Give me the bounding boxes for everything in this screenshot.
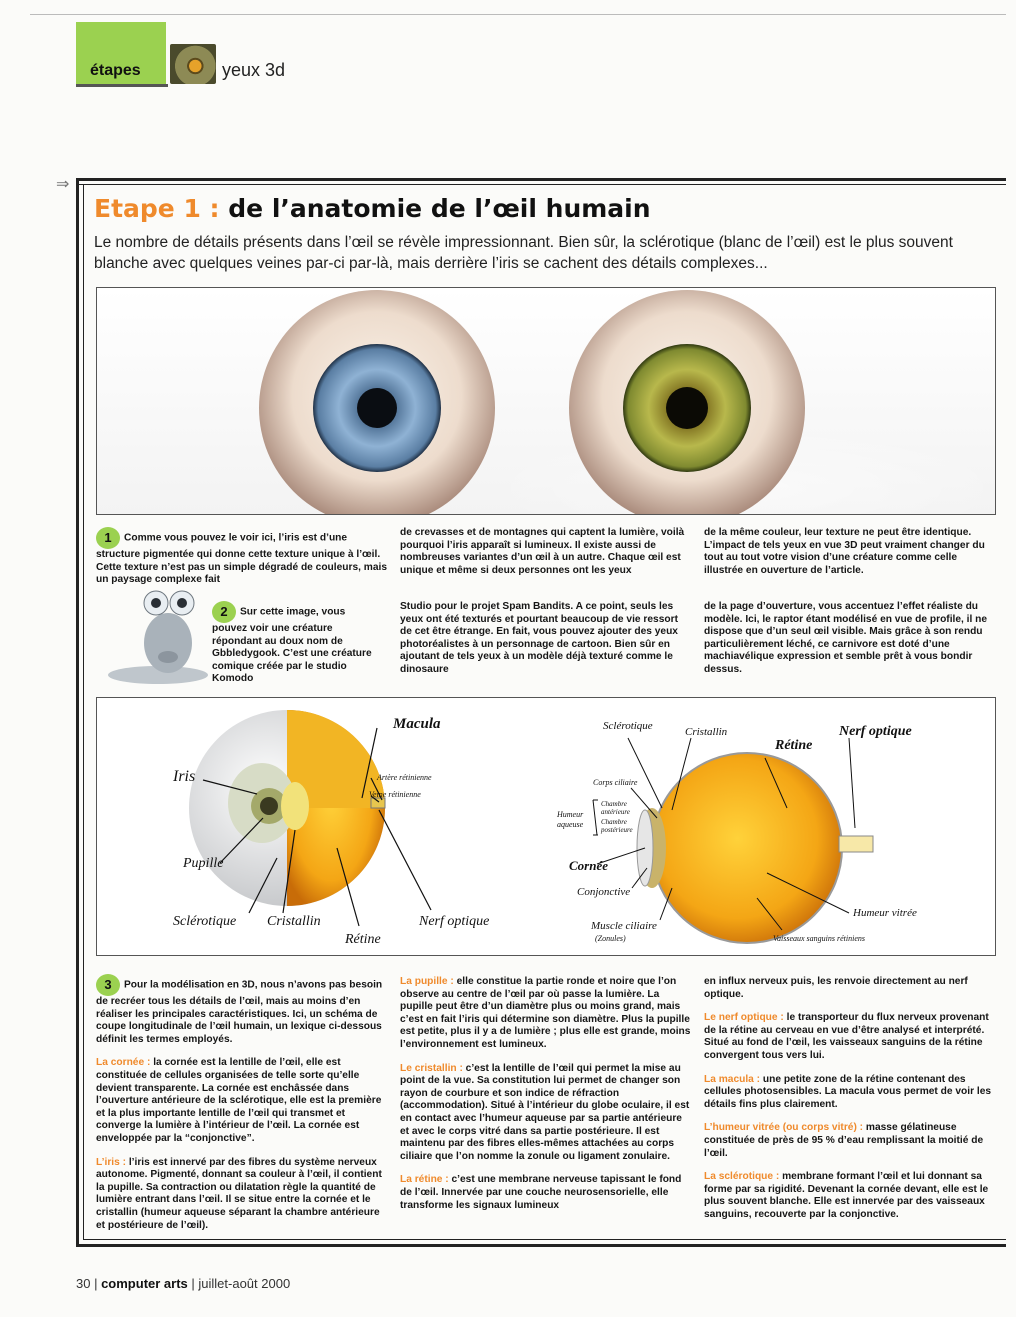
page-title — [94, 194, 651, 223]
creature-illustration — [98, 585, 208, 685]
def-sclerotique: membrane formant l’œil et lui donnant sa forme par sa rigidité. Devenant la cornée devant, elle est le plus souvent blanche. Elle est innervée par des vaisseaux sanguins, recouverte par la conjonctive. — [704, 1171, 989, 1220]
label-chambre-post-2: postérieure — [601, 826, 633, 834]
frame-rule — [76, 178, 79, 1246]
label-nerf-optique: Nerf optique — [419, 914, 490, 929]
label-cristallin-r: Cristallin — [685, 726, 728, 738]
section-name: yeux 3d — [222, 60, 286, 80]
label-iris: Iris — [173, 768, 196, 785]
eyes-image — [97, 288, 995, 514]
def-macula: une petite zone de la rétine contenant des cellules photosensibles. La macula vous permet de voir les détails fins plus clairement. — [704, 1073, 992, 1110]
def-pupille: elle constitue la partie ronde et noire que l’on observe au centre de l’œil par où passe la lumière. La pupille peut être d’un diamètre plus ou moins grand, mais c’est en fait l’iris qui détermine son diamètre. Plus la pupille est petite, plus il y a de lumière ; plus elle est grande, moins l’environnement est lumineux. — [400, 976, 691, 1050]
label-chambre-ant-2: antérieure — [601, 808, 630, 816]
frame-rule — [83, 184, 84, 1240]
def-cornee: la cornée est la lentille de l’œil, elle est constituée de cellules organisées de telle sorte qu’elle devient transparente. La cornée est enchâssée dans l’ouverture antérieure de la sclérotique, elle est la première et la plus importante lentille de l’œil qui transmet et converge la lumière à l’intérieur de l’œil. La cornée est enveloppée par la “conjonctive”. — [96, 1057, 382, 1144]
label-nerf-optique-r: Nerf optique — [839, 724, 912, 739]
term-macula: La macula : — [704, 1073, 761, 1085]
term-cornee: La cornée : — [96, 1057, 151, 1069]
frame-rule — [76, 1244, 1006, 1247]
def-retine: c’est une membrane nerveuse tapissant le fond de l’œil. Innervée par une couche neurosensorielle, elle transforme les signaux lumineux — [400, 1174, 682, 1211]
body-col-2 — [400, 976, 692, 1212]
def-iris: l’iris est innervé par des fibres du système nerveux autonome. Pigmenté, donnant sa couleur à l’œil, il contient la pupille. Sa contraction ou dilatation règle la quantité de lumière entrant dans l’œil. Il se situe entre la cornée et le cristallin (humeur aqueuse séparant la chambre antérieure et postérieure de l’œil). — [96, 1156, 382, 1231]
caption-6 — [704, 601, 996, 677]
term-nerf: Le nerf optique : — [704, 1012, 784, 1024]
step-badge: 2 — [212, 601, 236, 623]
caption-4-text: Sur cette image, vous pouvez voir une créature répondant au doux nom de Gbbledygook. C’est une créature comique créée par le studio Komodo — [212, 606, 372, 685]
issue-date: juillet-août 2000 — [198, 1276, 291, 1291]
lizard-eye-icon — [170, 44, 216, 84]
label-retine-r: Rétine — [775, 738, 813, 753]
label-artere: Artère rétinienne — [377, 773, 432, 782]
label-macula: Macula — [393, 716, 441, 732]
label-pupille: Pupille — [183, 856, 224, 871]
top-rule — [30, 14, 1006, 15]
caption-6-text: de la page d’ouverture, vous accentuez l’effet réaliste du modèle. Ici, le raptor étant modélisé en vue de profile, il ne dispose que d’un seul œil visible. Mais grâce à son rendu particulièrement léché, ce carnivore est doté d’une machiavélique expression et semble prêt à vous bondir dessus. — [704, 601, 988, 675]
frame-rule — [84, 1239, 1006, 1240]
body-col-1 — [96, 974, 388, 1232]
step3-text: Pour la modélisation en 3D, nous n’avons pas besoin de recréer tous les détails de l’œil, mais au moins d’en réaliser les principales caractéristiques. Ici, un schéma de coupe longitudinale de l’œil humain, un lexique ci-dessous définit les termes employés. — [96, 979, 383, 1045]
step-badge: 1 — [96, 527, 120, 549]
caption-3-text: de la même couleur, leur texture ne peut être identique. L’impact de tels yeux en vue 3D peut vraiment changer du tout au tout votre vision d’une créature comme celle illustrée en ouverture de l’article. — [704, 527, 985, 576]
label-corps-ciliaire: Corps ciliaire — [593, 778, 638, 787]
caption-1-text: Comme vous pouvez le voir ici, l’iris est d’une structure pigmentée qui donne cette texture unique à l’œil. Cette texture n’est pas un simple dégradé de couleurs, mais un paysage complexe fait — [96, 532, 388, 586]
label-cornee: Cornée — [569, 858, 608, 873]
section-tag-label: étapes — [90, 62, 141, 79]
caption-2 — [400, 527, 692, 577]
label-zonules: (Zonules) — [595, 934, 626, 943]
def-retine-cont: en influx nerveux puis, les renvoie directement au nerf optique. — [704, 976, 968, 1000]
creature-image — [98, 585, 208, 685]
label-sclerotique-r: Sclérotique — [603, 720, 653, 732]
label-humeur-aqueuse-1: Humeur — [557, 810, 584, 819]
label-muscle-ciliaire: Muscle ciliaire — [591, 920, 657, 932]
eye-anatomy-diagram — [96, 697, 996, 956]
def-cristallin: c’est la lentille de l’œil qui permet la mise au point de la vue. Sa constitution lui permet de changer son rayon de courbure et son indice de réfraction (accommodation). Situé à l’intérieur du globe oculaire, il est en contact avec l’humeur aqueuse par sa partie antérieure et avec le corps vitré dans sa partie postérieure. Il est maintenu par des fibres elles-mêmes attachées au corps ciliaire que l’on nomme la zonule ou ligament zonulaire. — [400, 1062, 690, 1162]
label-cristallin: Cristallin — [267, 914, 321, 929]
page-footer: 30 | computer arts | juillet-août 2000 — [76, 1276, 291, 1291]
term-retine: La rétine : — [400, 1174, 449, 1186]
term-cristallin: Le cristallin : — [400, 1062, 463, 1074]
caption-5-text: Studio pour le projet Spam Bandits. A ce point, seuls les yeux ont été texturés et pourtant beaucoup de vie ressort de cet être étrange. En fait, vous pouvez ajouter des yeux photoréalistes à un personnage de cartoon. Bien sûr en ajoutant de tels yeux à un modèle déjà texturé comme le dinosaure — [400, 601, 678, 675]
label-chambre-post-1: Chambre — [601, 818, 627, 826]
caption-3 — [704, 527, 996, 577]
def-nerf: le transporteur du flux nerveux provenant de la rétine au cerveau en vue d’être analysé et interprété. Situé au fond de l’œil, les vaisseaux sanguins de la rétine convergent tous vers lui. — [704, 1012, 989, 1061]
label-chambre-ant-1: Chambre — [601, 800, 627, 808]
caption-2-text: de crevasses et de montagnes qui captent la lumière, voilà pourquoi l’iris apparaît si lumineux. Il existe aussi de nombreuses variantes d’un œil à un autre. Chaque œil est unique et même si deux personnes ont les yeux — [400, 527, 685, 576]
caption-4 — [212, 601, 380, 686]
frame-rule — [76, 184, 1006, 185]
eyes-illustration — [96, 287, 996, 515]
term-humeur: L’humeur vitrée (ou corps vitré) : — [704, 1122, 864, 1134]
step-badge: 3 — [96, 974, 120, 996]
intro-text: Le nombre de détails présents dans l’œil se révèle impressionnant. Bien sûr, la sclérotique (blanc de l’œil) est le plus souvent blanche avec quelques veines par-ci par-là, mais derrière l’iris se cachent des détails complexes... — [94, 234, 953, 272]
label-vaisseaux: Vaisseaux sanguins rétiniens — [773, 934, 865, 943]
caption-5 — [400, 601, 692, 677]
arrow-icon: ⇒ — [56, 176, 70, 193]
label-humeur-aqueuse-2: aqueuse — [557, 820, 584, 829]
label-veine: Veine rétinienne — [369, 790, 421, 799]
body-col-3 — [704, 976, 996, 1222]
label-sclerotique: Sclérotique — [173, 914, 237, 929]
term-sclerotique: La sclérotique : — [704, 1171, 780, 1183]
title-step: Etape 1 : — [94, 194, 220, 223]
label-humeur-vitree: Humeur vitrée — [853, 907, 917, 919]
def-humeur: masse gélatineuse constituée de près de 95 % d’eau remplissant la moitié de l’œil. — [704, 1122, 984, 1159]
term-pupille: La pupille : — [400, 976, 454, 987]
title-text: de l’anatomie de l’œil humain — [219, 194, 651, 223]
section-tag — [76, 22, 166, 84]
label-conjonctive: Conjonctive — [577, 886, 631, 898]
tag-underline — [76, 84, 168, 87]
caption-1 — [96, 527, 388, 587]
term-iris: L’iris : — [96, 1156, 127, 1168]
label-retine: Rétine — [345, 932, 381, 947]
magazine-name: computer arts — [101, 1276, 188, 1291]
frame-rule — [76, 178, 1006, 181]
page-number: 30 — [76, 1276, 91, 1291]
